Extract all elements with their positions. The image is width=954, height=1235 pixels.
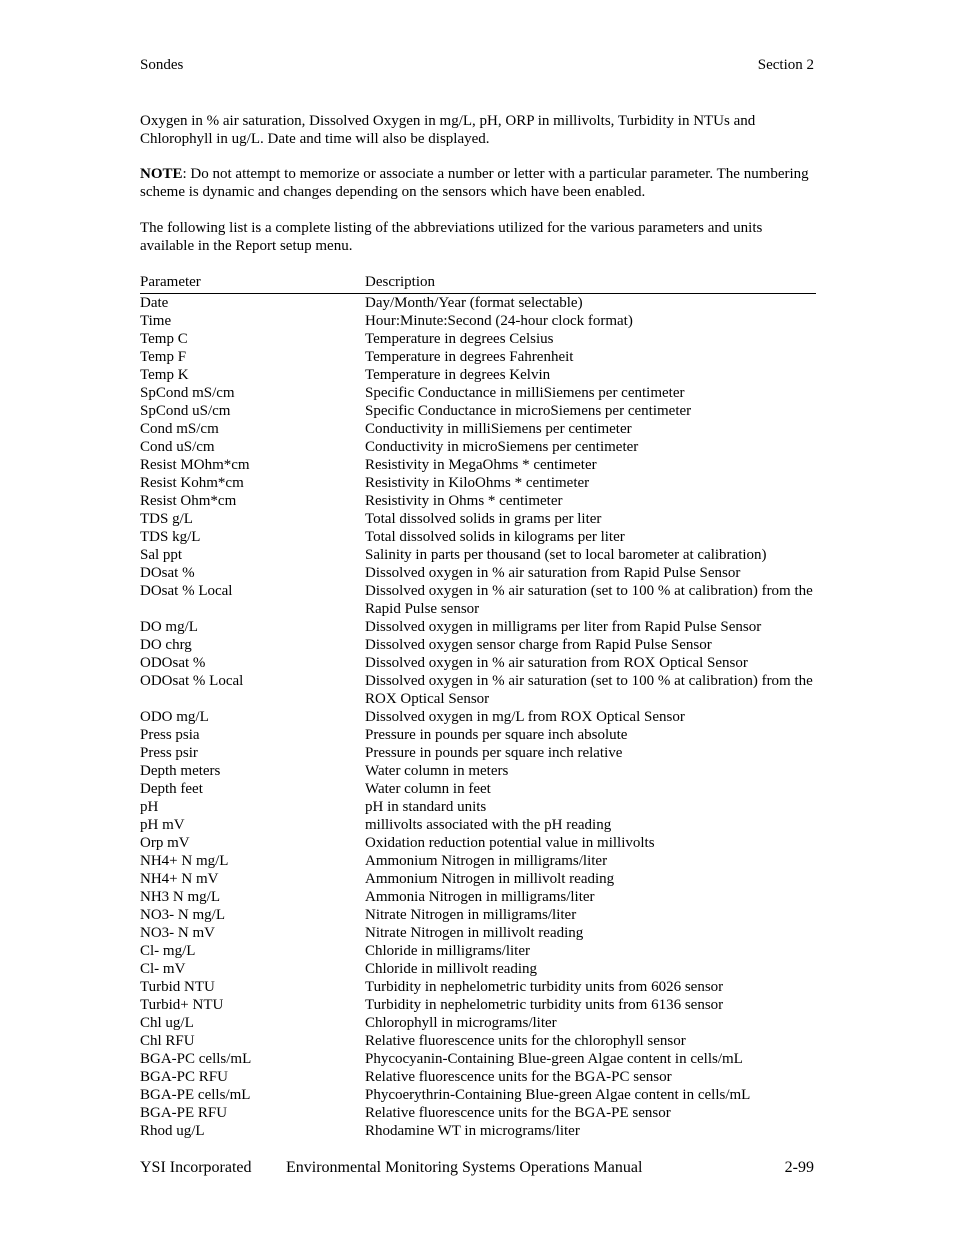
parameter-cell: Sal ppt: [140, 547, 183, 563]
table-row: [140, 636, 816, 654]
parameter-cell: TDS g/L: [140, 511, 193, 527]
note-text: : Do not attempt to memorize or associate a number or letter with a particular parameter. The numbering scheme is dynamic and changes depending on the sensors which have been enabled.: [140, 166, 809, 200]
description-cell: Dissolved oxygen in % air saturation (set to 100 % at calibration) from the ROX Optical Sensor: [365, 673, 813, 707]
table-row: [140, 1086, 816, 1104]
description-cell: Resistivity in Ohms * centimeter: [365, 493, 563, 509]
description-cell: Conductivity in microSiemens per centimeter: [365, 439, 639, 455]
table-row: [140, 348, 816, 366]
parameter-cell: BGA-PE RFU: [140, 1105, 228, 1121]
description-cell: Temperature in degrees Celsius: [365, 331, 554, 347]
table-row: [140, 798, 816, 816]
parameter-cell: Temp F: [140, 349, 187, 365]
parameter-cell: BGA-PC RFU: [140, 1069, 228, 1085]
footer-manual-title: Environmental Monitoring Systems Operations Manual: [286, 1159, 643, 1176]
parameter-cell: Temp C: [140, 331, 188, 347]
description-cell: Dissolved oxygen in % air saturation from Rapid Pulse Sensor: [365, 565, 741, 581]
description-cell: Pressure in pounds per square inch absolute: [365, 727, 628, 743]
column-header-parameter: Parameter: [140, 274, 201, 290]
parameter-cell: TDS kg/L: [140, 529, 201, 545]
header-title: Sondes: [140, 57, 184, 73]
description-cell: Dissolved oxygen in milligrams per liter from Rapid Pulse Sensor: [365, 619, 762, 635]
description-cell: millivolts associated with the pH reading: [365, 817, 612, 833]
table-row: [140, 312, 816, 330]
table-row: [140, 906, 816, 924]
table-row: [140, 1032, 816, 1050]
parameter-cell: Press psir: [140, 745, 198, 761]
parameter-cell: Cl- mV: [140, 961, 186, 977]
parameter-cell: SpCond uS/cm: [140, 403, 231, 419]
table-row: [140, 1068, 816, 1086]
parameter-cell: Cond mS/cm: [140, 421, 219, 437]
description-cell: Relative fluorescence units for the chlorophyll sensor: [365, 1033, 686, 1049]
table-row: [140, 672, 816, 708]
description-cell: Chloride in millivolt reading: [365, 961, 538, 977]
description-cell: Nitrate Nitrogen in milligrams/liter: [365, 907, 577, 923]
parameter-cell: Chl RFU: [140, 1033, 195, 1049]
description-cell: Ammonia Nitrogen in milligrams/liter: [365, 889, 595, 905]
table-row: [140, 654, 816, 672]
table-row: [140, 1122, 816, 1140]
page-number: 2-99: [784, 1159, 814, 1176]
description-cell: Chlorophyll in micrograms/liter: [365, 1015, 557, 1031]
table-row: [140, 366, 816, 384]
parameter-cell: Time: [140, 313, 172, 329]
parameter-cell: Cond uS/cm: [140, 439, 215, 455]
parameter-cell: ODOsat %: [140, 655, 206, 671]
parameter-cell: DO chrg: [140, 637, 192, 653]
table-row: [140, 438, 816, 456]
description-cell: Specific Conductance in milliSiemens per centimeter: [365, 385, 685, 401]
description-cell: Oxidation reduction potential value in millivolts: [365, 835, 655, 851]
description-cell: Rhodamine WT in micrograms/liter: [365, 1123, 580, 1139]
table-row: [140, 402, 816, 420]
description-cell: Dissolved oxygen in % air saturation (set to 100 % at calibration) from the Rapid Pulse sensor: [365, 583, 813, 617]
description-cell: pH in standard units: [365, 799, 487, 815]
parameter-cell: DOsat % Local: [140, 583, 233, 599]
description-cell: Salinity in parts per thousand (set to local barometer at calibration): [365, 547, 767, 563]
table-row: [140, 564, 816, 582]
description-cell: Total dissolved solids in kilograms per liter: [365, 529, 625, 545]
description-cell: Dissolved oxygen sensor charge from Rapid Pulse Sensor: [365, 637, 712, 653]
description-cell: Specific Conductance in microSiemens per centimeter: [365, 403, 692, 419]
table-row: [140, 510, 816, 528]
description-cell: Resistivity in KiloOhms * centimeter: [365, 475, 590, 491]
parameter-cell: NH3 N mg/L: [140, 889, 220, 905]
table-row: [140, 492, 816, 510]
table-row: [140, 294, 816, 312]
intro-paragraph: Oxygen in % air saturation, Dissolved Oxygen in mg/L, pH, ORP in millivolts, Turbidity in NTUs and Chlorophyll in ug/L. Date and time will also be displayed.: [140, 113, 756, 147]
description-cell: Dissolved oxygen in mg/L from ROX Optical Sensor: [365, 709, 685, 725]
parameter-cell: Depth feet: [140, 781, 203, 797]
table-row: [140, 618, 816, 636]
parameter-cell: Resist Kohm*cm: [140, 475, 244, 491]
parameter-cell: Orp mV: [140, 835, 190, 851]
parameter-cell: Turbid+ NTU: [140, 997, 224, 1013]
note-label: NOTE: [140, 166, 183, 182]
description-cell: Turbidity in nephelometric turbidity units from 6026 sensor: [365, 979, 724, 995]
description-cell: Hour:Minute:Second (24-hour clock format): [365, 313, 633, 329]
description-cell: Temperature in degrees Fahrenheit: [365, 349, 574, 365]
table-row: [140, 870, 816, 888]
parameter-cell: BGA-PC cells/mL: [140, 1051, 252, 1067]
table-row: [140, 474, 816, 492]
table-row: [140, 924, 816, 942]
parameter-cell: ODO mg/L: [140, 709, 209, 725]
table-row: [140, 888, 816, 906]
parameter-cell: DOsat %: [140, 565, 195, 581]
table-row: [140, 978, 816, 996]
table-row: [140, 1014, 816, 1032]
parameter-cell: NH4+ N mg/L: [140, 853, 229, 869]
description-cell: Phycoerythrin-Containing Blue-green Algae content in cells/mL: [365, 1087, 751, 1103]
table-row: [140, 726, 816, 744]
parameter-cell: ODOsat % Local: [140, 673, 244, 689]
table-row: [140, 1050, 816, 1068]
description-cell: Dissolved oxygen in % air saturation from ROX Optical Sensor: [365, 655, 748, 671]
table-header: [140, 273, 816, 294]
parameter-cell: BGA-PE cells/mL: [140, 1087, 251, 1103]
description-cell: Conductivity in milliSiemens per centimeter: [365, 421, 632, 437]
table-row: [140, 420, 816, 438]
parameter-cell: Temp K: [140, 367, 189, 383]
table-row: [140, 708, 816, 726]
page-header: [140, 56, 814, 76]
description-cell: Resistivity in MegaOhms * centimeter: [365, 457, 597, 473]
description-cell: Total dissolved solids in grams per liter: [365, 511, 602, 527]
description-cell: Relative fluorescence units for the BGA-PE sensor: [365, 1105, 671, 1121]
table-row: [140, 780, 816, 798]
parameter-cell: Press psia: [140, 727, 200, 743]
description-cell: Water column in meters: [365, 763, 509, 779]
description-cell: Nitrate Nitrogen in millivolt reading: [365, 925, 584, 941]
parameter-cell: Turbid NTU: [140, 979, 215, 995]
table-row: [140, 960, 816, 978]
table-row: [140, 528, 816, 546]
table-row: [140, 384, 816, 402]
table-row: [140, 762, 816, 780]
table-row: [140, 942, 816, 960]
table-row: [140, 816, 816, 834]
table-row: [140, 852, 816, 870]
parameter-cell: NH4+ N mV: [140, 871, 219, 887]
table-row: [140, 834, 816, 852]
table-row: [140, 1104, 816, 1122]
parameter-cell: DO mg/L: [140, 619, 198, 635]
description-cell: Water column in feet: [365, 781, 491, 797]
table-row: [140, 582, 816, 618]
description-cell: Relative fluorescence units for the BGA-PC sensor: [365, 1069, 672, 1085]
table-row: [140, 330, 816, 348]
column-header-description: Description: [365, 274, 435, 290]
table-row: [140, 546, 816, 564]
parameter-cell: Rhod ug/L: [140, 1123, 205, 1139]
parameter-cell: pH: [140, 799, 159, 815]
description-cell: Ammonium Nitrogen in milligrams/liter: [365, 853, 608, 869]
parameter-cell: NO3- N mg/L: [140, 907, 225, 923]
parameter-cell: pH mV: [140, 817, 185, 833]
description-cell: Day/Month/Year (format selectable): [365, 295, 583, 311]
description-cell: Temperature in degrees Kelvin: [365, 367, 551, 383]
parameter-cell: Chl ug/L: [140, 1015, 194, 1031]
footer-company: YSI Incorporated: [140, 1159, 252, 1176]
description-cell: Turbidity in nephelometric turbidity units from 6136 sensor: [365, 997, 724, 1013]
page-footer: [140, 1159, 814, 1179]
description-cell: Chloride in milligrams/liter: [365, 943, 530, 959]
table-row: [140, 996, 816, 1014]
parameter-table: [140, 273, 816, 1140]
table-row: [140, 456, 816, 474]
parameter-cell: Depth meters: [140, 763, 221, 779]
parameter-cell: Resist Ohm*cm: [140, 493, 237, 509]
parameter-cell: Date: [140, 295, 169, 311]
parameter-cell: NO3- N mV: [140, 925, 215, 941]
description-cell: Pressure in pounds per square inch relative: [365, 745, 623, 761]
table-row: [140, 744, 816, 762]
header-section: Section 2: [757, 57, 814, 73]
note-paragraph: [140, 165, 816, 201]
description-cell: Ammonium Nitrogen in millivolt reading: [365, 871, 615, 887]
parameter-cell: Cl- mg/L: [140, 943, 196, 959]
listing-paragraph: The following list is a complete listing of the abbreviations utilized for the various parameters and units available in the Report setup menu.: [140, 220, 763, 254]
parameter-cell: SpCond mS/cm: [140, 385, 235, 401]
description-cell: Phycocyanin-Containing Blue-green Algae content in cells/mL: [365, 1051, 743, 1067]
table-body: [140, 294, 816, 1140]
parameter-cell: Resist MOhm*cm: [140, 457, 250, 473]
